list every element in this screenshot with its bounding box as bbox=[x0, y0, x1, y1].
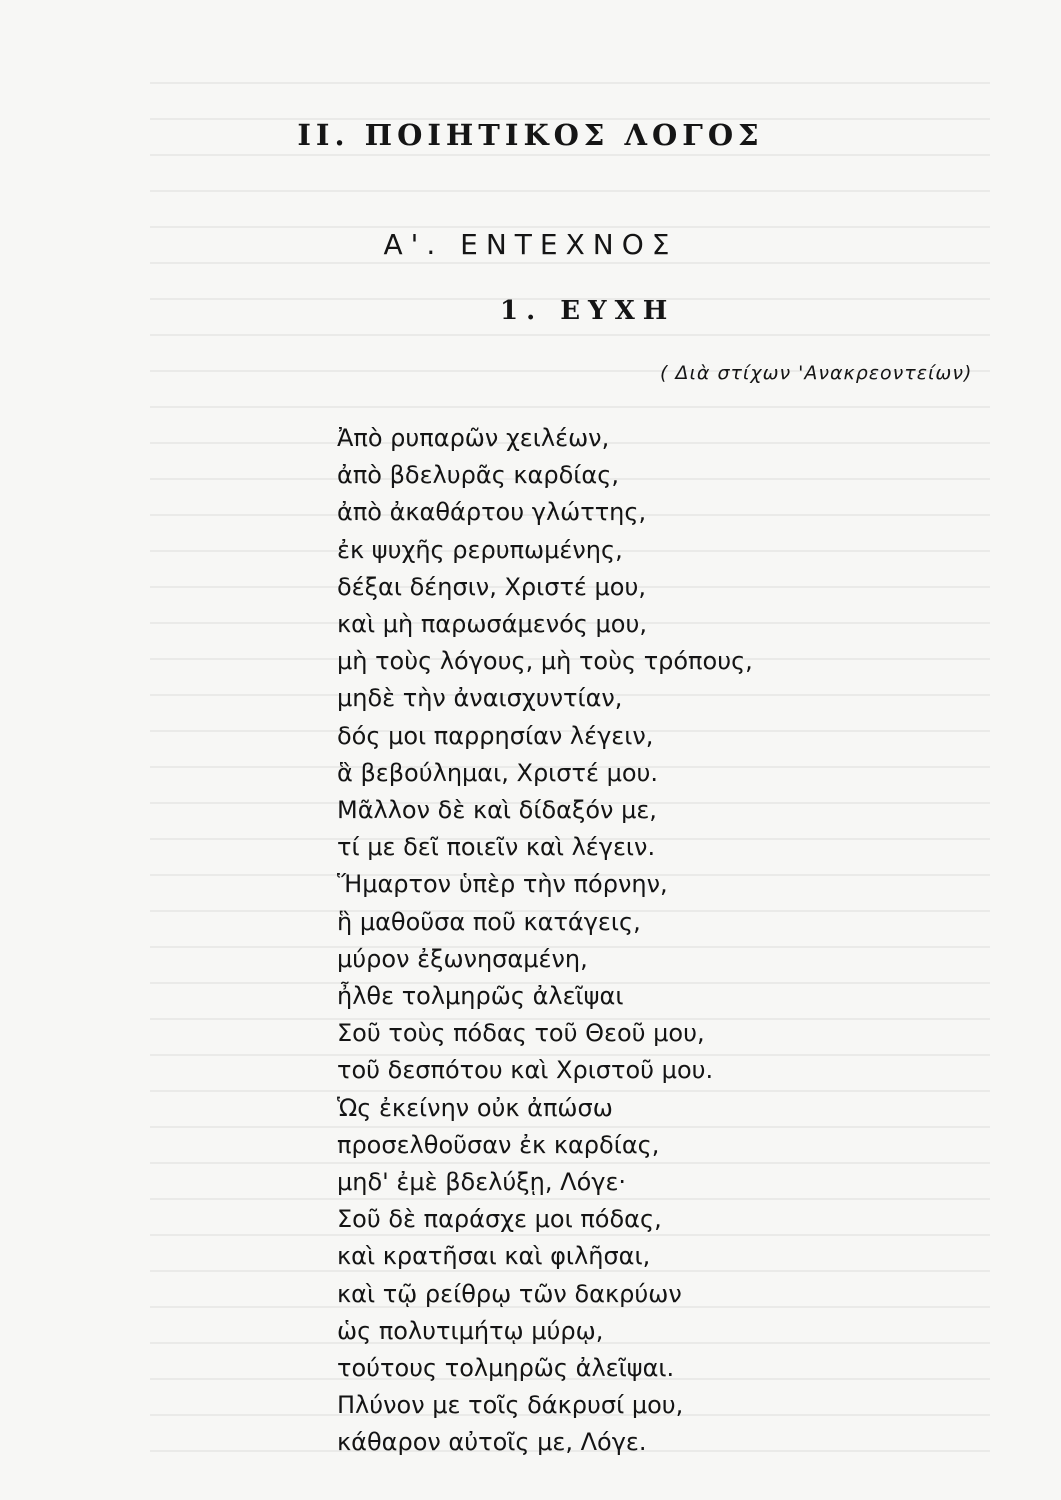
poem-line: ἀπὸ ἀκαθάρτου γλώττης, bbox=[337, 498, 647, 527]
poem-line: δέξαι δέησιν, Χριστέ μου, bbox=[337, 572, 646, 601]
poem-line: μύρον ἐξωνησαμένη, bbox=[337, 944, 588, 973]
poem-line: Ἥμαρτον ὑπὲρ τὴν πόρνην, bbox=[337, 870, 668, 899]
poem-line: καὶ κρατῆσαι καὶ φιλῆσαι, bbox=[337, 1242, 651, 1271]
poem-line: Ὡς ἐκείνην οὐκ ἀπώσω bbox=[337, 1093, 613, 1122]
poem-title: 1. ΕΥΧΗ bbox=[500, 296, 676, 326]
poem bbox=[337, 420, 753, 1462]
poem-line: κάθαρον αὐτοῖς με, Λόγε. bbox=[337, 1428, 647, 1457]
poem-line: τοῦ δεσπότου καὶ Χριστοῦ μου. bbox=[337, 1056, 714, 1085]
poem-line: Σοῦ δὲ παράσχε μοι πόδας, bbox=[337, 1205, 662, 1234]
poem-line: δός μοι παρρησίαν λέγειν, bbox=[337, 721, 654, 750]
poem-line: μὴ τοὺς λόγους, μὴ τοὺς τρόπους, bbox=[337, 647, 753, 676]
poem-line: Ἀπὸ ρυπαρῶν χειλέων, bbox=[337, 424, 610, 452]
poem-line: ἣ μαθοῦσα ποῦ κατάγεις, bbox=[337, 907, 641, 936]
meter-note: ( Διὰ στίχων 'Ανακρεοντείων) bbox=[660, 362, 973, 384]
poem-line: ἐκ ψυχῆς ρερυπωμένης, bbox=[337, 535, 623, 564]
poem-line: τί με δεῖ ποιεῖν καὶ λέγειν. bbox=[337, 833, 656, 862]
poem-line: ὡς πολυτιμήτῳ μύρῳ, bbox=[337, 1316, 604, 1345]
poem-line: ἀπὸ βδελυρᾶς καρδίας, bbox=[337, 461, 619, 490]
poem-line: προσελθοῦσαν ἐκ καρδίας, bbox=[337, 1130, 660, 1159]
subsection-title: Α'. ΕΝΤΕΧΝΟΣ bbox=[383, 228, 678, 261]
poem-line: τούτους τολμηρῶς ἀλεῖψαι. bbox=[337, 1354, 675, 1383]
poem-line: ἃ βεβούλημαι, Χριστέ μου. bbox=[337, 758, 659, 787]
section-title: II. ΠΟΙΗΤΙΚΟΣ ΛΟΓΟΣ bbox=[297, 118, 764, 152]
poem-line: Σοῦ τοὺς πόδας τοῦ Θεοῦ μου, bbox=[337, 1019, 705, 1048]
poem-line: ἦλθε τολμηρῶς ἀλεῖψαι bbox=[337, 982, 624, 1011]
poem-line: Πλύνον με τοῖς δάκρυσί μου, bbox=[337, 1391, 684, 1420]
poem-line: μηδὲ τὴν ἀναισχυντίαν, bbox=[337, 684, 623, 713]
poem-line: καὶ τῷ ρείθρῳ τῶν δακρύων bbox=[337, 1279, 682, 1308]
poem-line: μηδ' ἐμὲ βδελύξῃ, Λόγε· bbox=[337, 1168, 627, 1197]
poem-line: Μᾶλλον δὲ καὶ δίδαξόν με, bbox=[337, 796, 657, 825]
poem-line: καὶ μὴ παρωσάμενός μου, bbox=[337, 610, 647, 639]
